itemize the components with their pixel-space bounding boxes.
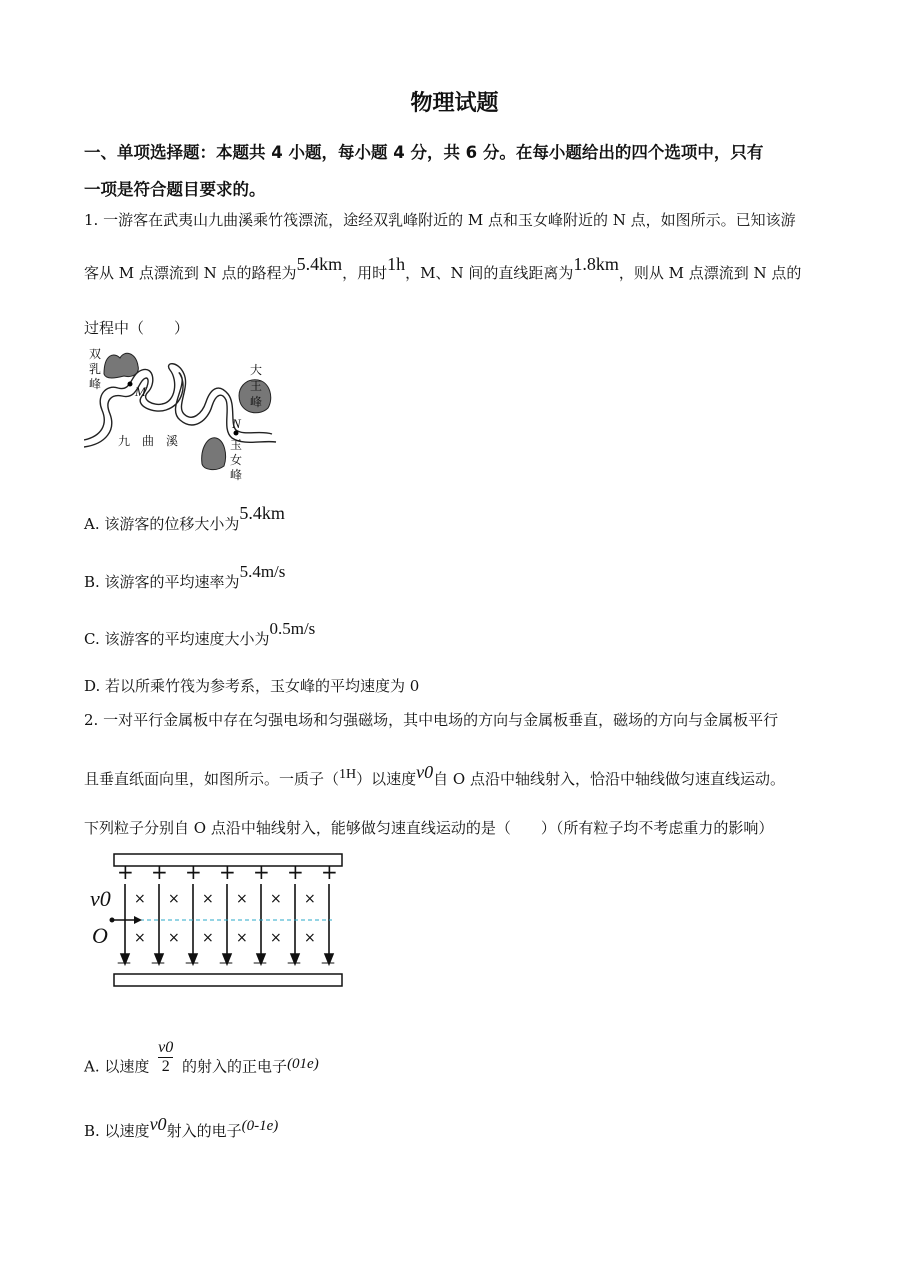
bottom-plate [114,974,342,986]
point-m-icon [128,382,133,387]
field-arrows [121,884,333,964]
map-label-n: N [232,416,241,431]
q2-text-line3: 下列粒子分别自 O 点沿中轴线射入，能够做匀速直线运动的是（ ）（所有粒子均不考虑重力的影响） [84,819,774,837]
q1-text-line2: 客从 M 点漂流到 N 点的路程为5.4km，用时1h，M、N 间的直线距离为1.8km，则从 M 点漂流到 N 点的 [84,254,802,282]
q2-text-line2: 且垂直纸面向里，如图所示。一质子（1H）以速度v0自 O 点沿中轴线射入，恰沿中轴线做匀速直线运动。 [84,762,785,788]
q2-option-b: B. 以速度v0射入的电子(0-1e) [84,1114,279,1140]
q2-v0: v0 [416,762,434,782]
q1-straight-distance: 1.8km [573,254,619,274]
velocity-arrow-icon [134,916,142,924]
electron-symbol: (0-1e) [241,1118,279,1134]
section-heading-line1: 一、单项选择题：本题共 4 小题，每小题 4 分，共 6 分。在每小题给出的四个选项中，只有 [84,143,764,162]
peak-shuangru-icon [104,353,138,378]
page-title: 物理试题 [410,91,499,116]
section-heading-line2: 一项是符合题目要求的。 [84,180,266,199]
map-label-stream: 九 曲 溪 [118,434,179,448]
map-label-shuangru: 双 乳 峰 [89,347,102,391]
q1-option-c: C. 该游客的平均速度大小为0.5m/s [84,619,316,648]
q1-option-a: A. 该游客的位移大小为5.4km [84,503,285,533]
q2-option-a: A. 以速度 $\frac{v0}{2}$ 的射入的正电子(01e) [84,1039,319,1076]
positron-symbol: (01e) [287,1055,319,1072]
q2-text-line1: 2. 一对平行金属板中存在匀强电场和匀强磁场，其中电场的方向与金属板垂直，磁场的方向与金属板平行 [84,711,779,729]
q1-option-b: B. 该游客的平均速率为5.4m/s [84,562,286,591]
q1-text-line3: 过程中（ ） [84,319,190,337]
q1-time: 1h [387,254,406,274]
proton-symbol: 1H [339,767,357,782]
map-label-yunv: 玉 女 峰 [230,438,243,482]
q1-text-line1: 1. 一游客在武夷山九曲溪乘竹筏漂流，途经双乳峰附近的 M 点和玉女峰附近的 N 点，如图所示。已知该游 [84,211,796,229]
q1-distance: 5.4km [296,254,343,274]
map-label-m: M [135,384,146,399]
peak-yunv-icon [202,438,226,470]
figure-v0-label: v0 [90,886,111,911]
q1-option-d: D. 若以所乘竹筏为参考系，玉女峰的平均速度为 0 [84,677,420,695]
fraction-v0-over-2: $\frac{v0}{2}$ [158,1039,174,1075]
map-label-dawang: 大 王 峰 [250,363,263,409]
figure-o-label: O [92,923,108,948]
